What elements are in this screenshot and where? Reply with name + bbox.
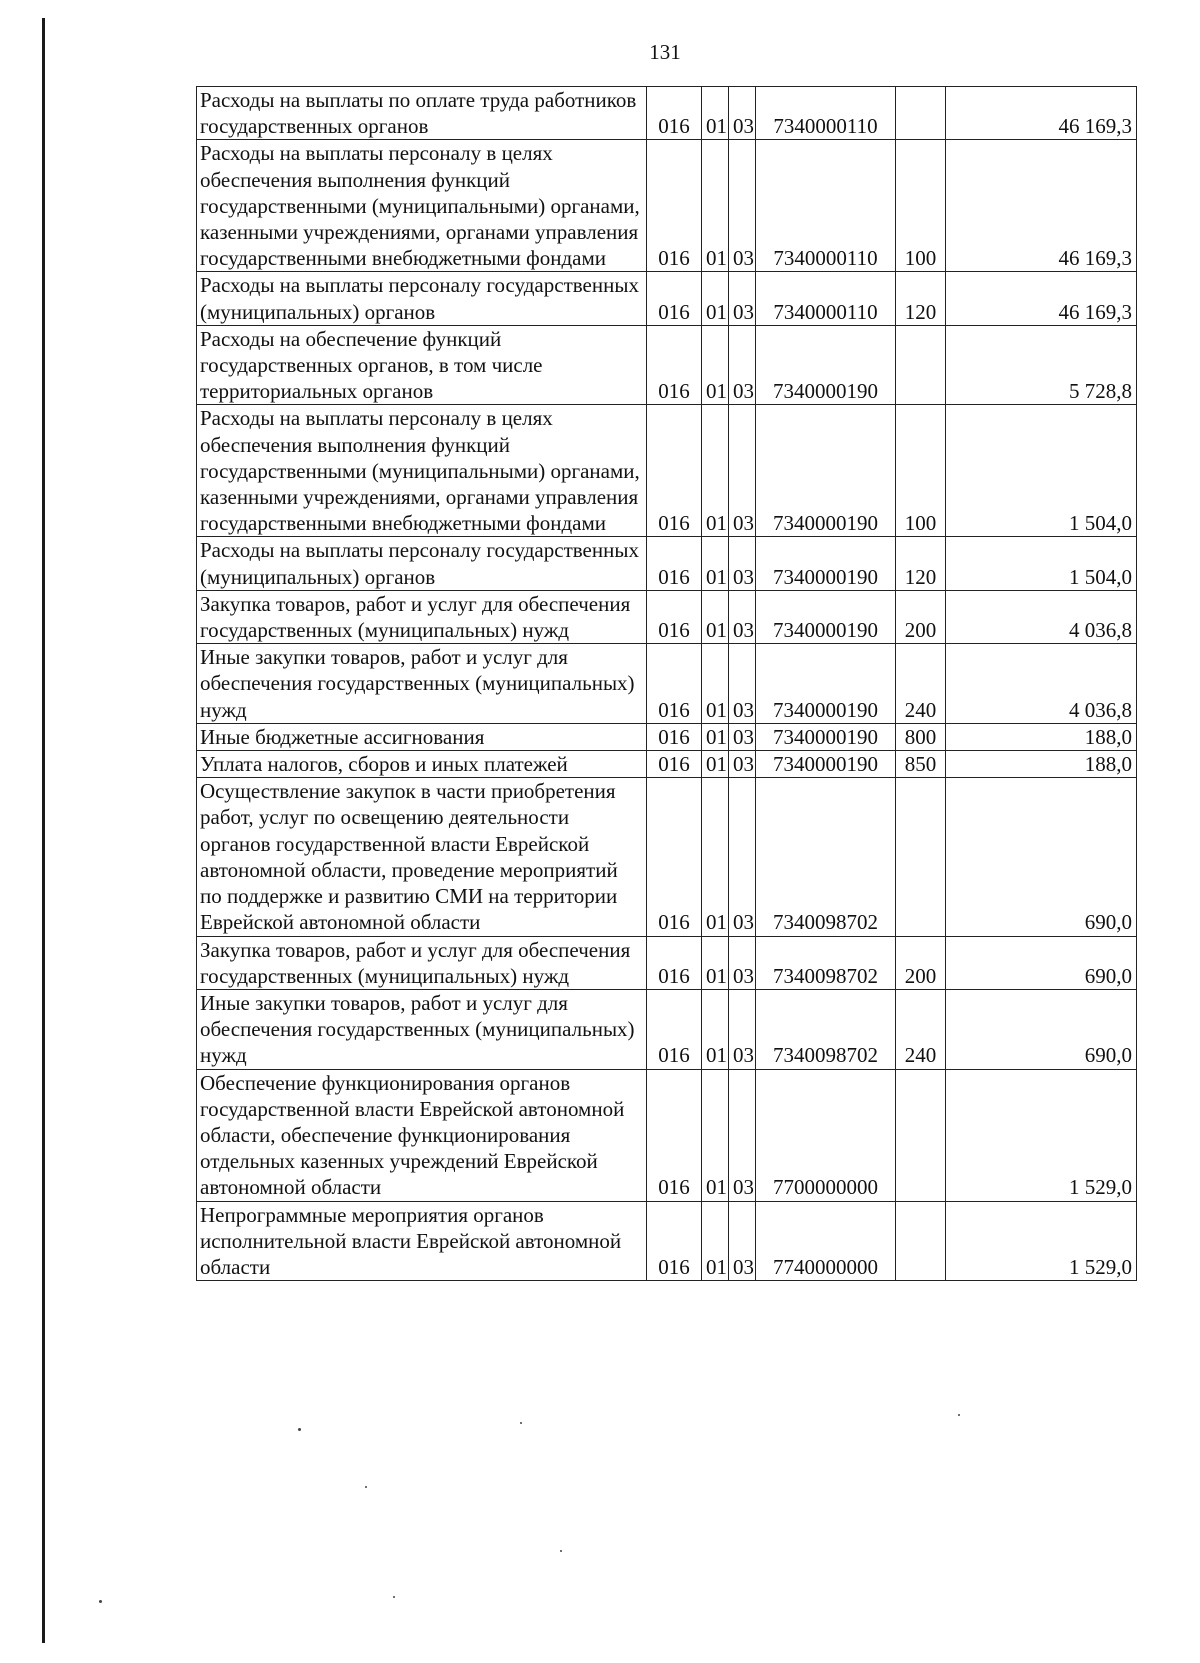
scan-speck — [393, 1596, 395, 1598]
expense-type-cell: 850 — [896, 751, 946, 778]
scan-speck — [298, 1428, 301, 1431]
table-row — [197, 325, 1137, 405]
section-code-cell: 01 — [702, 405, 729, 537]
row-name-cell: Расходы на выплаты персоналу в целях обеспечения выполнения функций государственными (муниципальными) органами, казенными учреждениями, органами управления государственными внебюджетными фондами — [197, 140, 647, 272]
target-article-cell: 7340000190 — [756, 723, 896, 750]
ministry-code-cell: 016 — [647, 936, 702, 989]
ministry-code-cell: 016 — [647, 723, 702, 750]
row-name-cell: Иные закупки товаров, работ и услуг для обеспечения государственных (муниципальных) нужд — [197, 644, 647, 724]
row-name-cell: Расходы на выплаты персоналу государственных (муниципальных) органов — [197, 537, 647, 590]
table-row — [197, 778, 1137, 936]
subsection-code-cell: 03 — [729, 140, 756, 272]
section-code-cell: 01 — [702, 590, 729, 643]
page-number: 131 — [649, 40, 681, 64]
subsection-code-cell: 03 — [729, 405, 756, 537]
row-name-cell: Расходы на обеспечение функций государственных органов, в том числе территориальных органов — [197, 325, 647, 405]
scan-speck — [520, 1422, 522, 1424]
row-name-cell: Осуществление закупок в части приобретения работ, услуг по освещению деятельности органов государственной власти Еврейской автономной области, проведение мероприятий по поддержке и развитию СМИ на территории Еврейской автономной области — [197, 778, 647, 936]
expense-type-cell — [896, 325, 946, 405]
table-row — [197, 936, 1137, 989]
section-code-cell: 01 — [702, 778, 729, 936]
target-article-cell: 7340000190 — [756, 751, 896, 778]
target-article-cell: 7340000110 — [756, 87, 896, 140]
target-article-cell: 7700000000 — [756, 1069, 896, 1201]
ministry-code-cell: 016 — [647, 751, 702, 778]
amount-cell: 4 036,8 — [946, 590, 1137, 643]
subsection-code-cell: 03 — [729, 272, 756, 325]
expense-type-cell: 100 — [896, 405, 946, 537]
amount-cell: 46 169,3 — [946, 272, 1137, 325]
expense-type-cell — [896, 87, 946, 140]
table-row — [197, 537, 1137, 590]
scan-speck — [99, 1600, 102, 1603]
expense-type-cell: 240 — [896, 644, 946, 724]
ministry-code-cell: 016 — [647, 140, 702, 272]
row-name-cell: Расходы на выплаты персоналу государственных (муниципальных) органов — [197, 272, 647, 325]
subsection-code-cell: 03 — [729, 325, 756, 405]
amount-cell: 1 504,0 — [946, 537, 1137, 590]
subsection-code-cell: 03 — [729, 989, 756, 1069]
table-row — [197, 644, 1137, 724]
expense-type-cell: 200 — [896, 590, 946, 643]
amount-cell: 690,0 — [946, 778, 1137, 936]
budget-table-body — [197, 87, 1137, 1281]
ministry-code-cell: 016 — [647, 989, 702, 1069]
target-article-cell: 7740000000 — [756, 1201, 896, 1281]
section-code-cell: 01 — [702, 989, 729, 1069]
amount-cell: 1 529,0 — [946, 1069, 1137, 1201]
scan-speck — [365, 1486, 367, 1488]
target-article-cell: 7340000190 — [756, 590, 896, 643]
expense-type-cell — [896, 1069, 946, 1201]
table-row — [197, 989, 1137, 1069]
section-code-cell: 01 — [702, 272, 729, 325]
ministry-code-cell: 016 — [647, 272, 702, 325]
expense-type-cell: 240 — [896, 989, 946, 1069]
amount-cell: 188,0 — [946, 723, 1137, 750]
table-row — [197, 140, 1137, 272]
amount-cell: 46 169,3 — [946, 87, 1137, 140]
expense-type-cell: 120 — [896, 272, 946, 325]
subsection-code-cell: 03 — [729, 751, 756, 778]
target-article-cell: 7340098702 — [756, 778, 896, 936]
table-row — [197, 87, 1137, 140]
target-article-cell: 7340000190 — [756, 644, 896, 724]
section-code-cell: 01 — [702, 87, 729, 140]
ministry-code-cell: 016 — [647, 325, 702, 405]
target-article-cell: 7340000190 — [756, 325, 896, 405]
section-code-cell: 01 — [702, 325, 729, 405]
target-article-cell: 7340098702 — [756, 989, 896, 1069]
amount-cell: 1 529,0 — [946, 1201, 1137, 1281]
target-article-cell: 7340000110 — [756, 140, 896, 272]
subsection-code-cell: 03 — [729, 723, 756, 750]
row-name-cell: Непрограммные мероприятия органов исполнительной власти Еврейской автономной области — [197, 1201, 647, 1281]
row-name-cell: Расходы на выплаты персоналу в целях обеспечения выполнения функций государственными (муниципальными) органами, казенными учреждениями, органами управления государственными внебюджетными фондами — [197, 405, 647, 537]
amount-cell: 4 036,8 — [946, 644, 1137, 724]
section-code-cell: 01 — [702, 751, 729, 778]
row-name-cell: Закупка товаров, работ и услуг для обеспечения государственных (муниципальных) нужд — [197, 936, 647, 989]
target-article-cell: 7340000190 — [756, 405, 896, 537]
target-article-cell: 7340000110 — [756, 272, 896, 325]
expense-type-cell: 200 — [896, 936, 946, 989]
expense-type-cell — [896, 1201, 946, 1281]
amount-cell: 690,0 — [946, 936, 1137, 989]
expense-type-cell: 800 — [896, 723, 946, 750]
scan-speck — [560, 1550, 562, 1552]
budget-table — [196, 86, 1137, 1281]
expense-type-cell — [896, 778, 946, 936]
amount-cell: 188,0 — [946, 751, 1137, 778]
section-code-cell: 01 — [702, 723, 729, 750]
subsection-code-cell: 03 — [729, 87, 756, 140]
table-row — [197, 590, 1137, 643]
target-article-cell: 7340098702 — [756, 936, 896, 989]
row-name-cell: Обеспечение функционирования органов государственной власти Еврейской автономной области, обеспечение функционирования отдельных казенных учреждений Еврейской автономной области — [197, 1069, 647, 1201]
binding-edge-line — [42, 18, 45, 1643]
section-code-cell: 01 — [702, 1069, 729, 1201]
table-row — [197, 405, 1137, 537]
section-code-cell: 01 — [702, 537, 729, 590]
subsection-code-cell: 03 — [729, 590, 756, 643]
ministry-code-cell: 016 — [647, 644, 702, 724]
row-name-cell: Расходы на выплаты по оплате труда работников государственных органов — [197, 87, 647, 140]
subsection-code-cell: 03 — [729, 1069, 756, 1201]
table-row — [197, 751, 1137, 778]
target-article-cell: 7340000190 — [756, 537, 896, 590]
scan-speck — [958, 1414, 960, 1416]
subsection-code-cell: 03 — [729, 537, 756, 590]
section-code-cell: 01 — [702, 140, 729, 272]
row-name-cell: Закупка товаров, работ и услуг для обеспечения государственных (муниципальных) нужд — [197, 590, 647, 643]
ministry-code-cell: 016 — [647, 778, 702, 936]
expense-type-cell: 120 — [896, 537, 946, 590]
row-name-cell: Уплата налогов, сборов и иных платежей — [197, 751, 647, 778]
amount-cell: 690,0 — [946, 989, 1137, 1069]
ministry-code-cell: 016 — [647, 1069, 702, 1201]
row-name-cell: Иные закупки товаров, работ и услуг для обеспечения государственных (муниципальных) нужд — [197, 989, 647, 1069]
section-code-cell: 01 — [702, 936, 729, 989]
table-row — [197, 1069, 1137, 1201]
ministry-code-cell: 016 — [647, 405, 702, 537]
ministry-code-cell: 016 — [647, 87, 702, 140]
ministry-code-cell: 016 — [647, 1201, 702, 1281]
subsection-code-cell: 03 — [729, 1201, 756, 1281]
expense-type-cell: 100 — [896, 140, 946, 272]
row-name-cell: Иные бюджетные ассигнования — [197, 723, 647, 750]
subsection-code-cell: 03 — [729, 936, 756, 989]
table-row — [197, 1201, 1137, 1281]
ministry-code-cell: 016 — [647, 537, 702, 590]
amount-cell: 5 728,8 — [946, 325, 1137, 405]
section-code-cell: 01 — [702, 1201, 729, 1281]
table-row — [197, 723, 1137, 750]
subsection-code-cell: 03 — [729, 778, 756, 936]
amount-cell: 1 504,0 — [946, 405, 1137, 537]
table-row — [197, 272, 1137, 325]
ministry-code-cell: 016 — [647, 590, 702, 643]
amount-cell: 46 169,3 — [946, 140, 1137, 272]
subsection-code-cell: 03 — [729, 644, 756, 724]
section-code-cell: 01 — [702, 644, 729, 724]
